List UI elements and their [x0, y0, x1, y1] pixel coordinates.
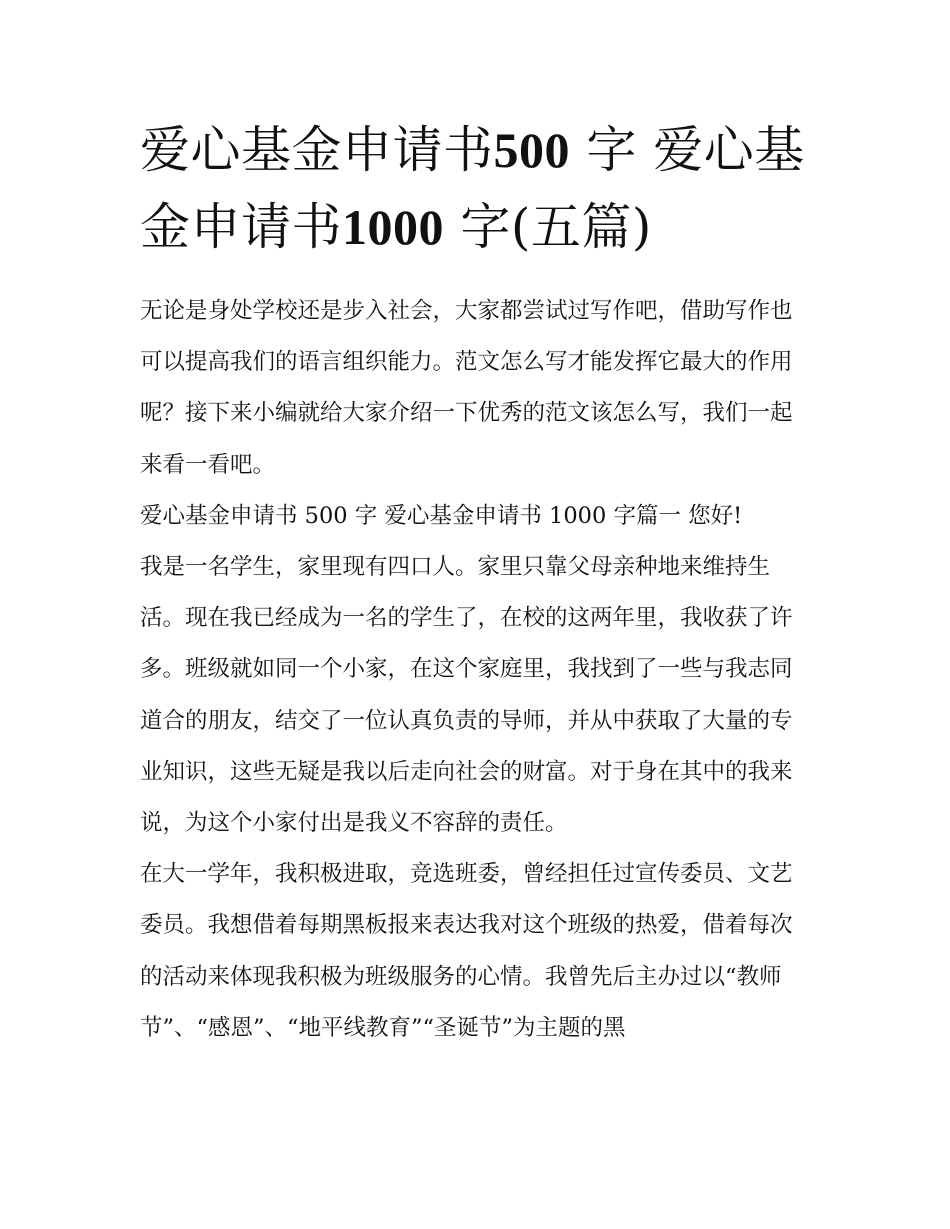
title-text-1: 爱心基金申请书 [140, 121, 494, 179]
title-number-1: 500 [493, 122, 570, 178]
document-page [140, 112, 812, 1054]
section-heading-line: 爱心基金申请书 500 字 爱心基金申请书 1000 字篇一 您好! [140, 502, 743, 529]
document-title [140, 112, 812, 266]
intro-paragraph: 无论是身处学校还是步入社会，大家都尝试过写作吧，借助写作也可以提高我们的语言组织能力。范文怎么写才能发挥它最大的作用呢？接下来小编就给大家介绍一下优秀的范文该怎么写，我们一起来看一看吧。 [140, 298, 793, 478]
title-number-2: 1000 [342, 199, 444, 255]
body-paragraph-2: 在大一学年，我积极进取，竞选班委，曾经担任过宣传委员、文艺委员。我想借着每期黑板报来表达我对这个班级的热爱，借着每次的活动来体现我积极为班级服务的心情。我曾先后主办过以“教师节”、“感恩”、“地平线教育”“圣诞节”为主题的黑 [140, 861, 793, 1041]
body-paragraph-1: 我是一名学生，家里现有四口人。家里只靠父母亲种地来维持生活。现在我已经成为一名的学生了，在校的这两年里，我收获了许多。班级就如同一个小家，在这个家庭里，我找到了一些与我志同道合的朋友，结交了一位认真负责的导师，并从中获取了大量的专业知识，这些无疑是我以后走向社会的财富。对于身在其中的我来说，为这个小家付出是我义不容辞的责任。 [140, 554, 793, 837]
title-text-3: 字(五篇) [444, 198, 652, 256]
title-text-2: 字 爱心基金申请书 [140, 121, 805, 256]
document-body [140, 286, 812, 1054]
